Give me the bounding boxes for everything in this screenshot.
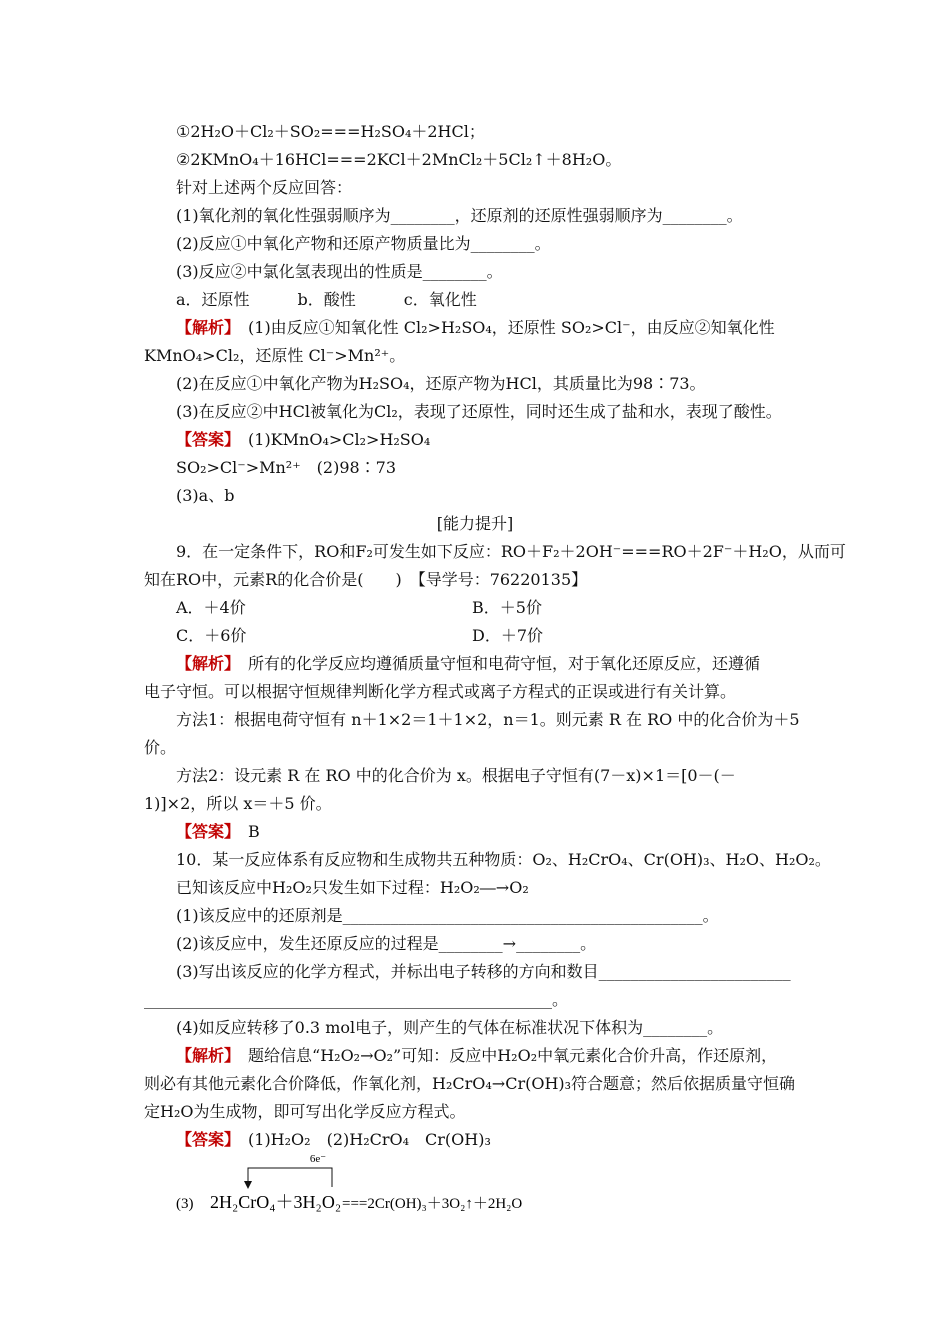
q10-analysis-line-1 bbox=[176, 1046, 777, 1066]
electron-count-label: 6e⁻ bbox=[309, 1153, 327, 1165]
q8-options: a．还原性 b．酸性 c．氧化性 bbox=[176, 290, 477, 309]
q9-analysis-line-2: 电子守恒。可以根据守恒规律判断化学方程式或离子方程式的正误或进行有关计算。 bbox=[144, 682, 737, 701]
answer-3-label: (3) bbox=[176, 1196, 194, 1212]
q8-question-3: (3)反应②中氯化氢表现出的性质是________。 bbox=[176, 262, 503, 281]
q9-analysis-line-1 bbox=[176, 654, 760, 674]
q9-stem-line-1: 9．在一定条件下，RO和F₂可发生如下反应：RO＋F₂＋2OH⁻===RO＋2F⁻＋H₂O，从而可 bbox=[176, 542, 846, 561]
q10-question-3-line-1: (3)写出该反应的化学方程式，并标出电子转移的方向和数目________________________ bbox=[176, 962, 791, 981]
analysis-tag: 【解析】 bbox=[176, 318, 233, 337]
q10-analysis-text: 题给信息“H₂O₂→O₂”可知：反应中H₂O₂中氧元素化合价升高，作还原剂， bbox=[232, 1046, 778, 1065]
q8-answer-line-1 bbox=[176, 430, 430, 450]
q9-option-a: A．＋4价 bbox=[176, 598, 246, 617]
analysis-tag: 【解析】 bbox=[176, 654, 233, 673]
q9-method-2-line-1: 方法2：设元素 R 在 RO 中的化合价为 x。根据电子守恒有(7－x)×1＝[0－(－ bbox=[176, 766, 736, 785]
q9-analysis-text: 所有的化学反应均遵循质量守恒和电荷守恒，对于氧化还原反应，还遵循 bbox=[232, 654, 761, 673]
equation-products: ===2Cr(OH)₃＋3O₂↑＋2H₂O bbox=[342, 1196, 523, 1212]
section-title: [能力提升] bbox=[436, 514, 514, 533]
q9-method-1-line-1: 方法1：根据电荷守恒有 n＋1×2＝1＋1×2，n＝1。则元素 R 在 RO 中的化合价为＋5 bbox=[176, 710, 800, 729]
q8-question-1: (1)氧化剂的氧化性强弱顺序为________，还原剂的还原性强弱顺序为________。 bbox=[176, 206, 743, 225]
q10-analysis-line-2: 则必有其他元素化合价降低，作氧化剂，H₂CrO₄→Cr(OH)₃符合题意；然后依据质量守恒确 bbox=[144, 1074, 796, 1093]
q9-option-c: C．＋6价 bbox=[176, 626, 247, 645]
q8-analysis-text: (1)由反应①知氧化性 Cl₂>H₂SO₄，还原性 SO₂>Cl⁻，由反应②知氧化性 bbox=[232, 318, 775, 337]
q8-analysis-line-2: KMnO₄>Cl₂，还原性 Cl⁻>Mn²⁺。 bbox=[144, 346, 406, 365]
q9-option-b: B．＋5价 bbox=[472, 598, 542, 617]
q8-question-2: (2)反应①中氧化产物和还原产物质量比为________。 bbox=[176, 234, 551, 253]
q9-stem-line-2: 知在RO中，元素R的化合价是( ) 【导学号：76220135】 bbox=[144, 570, 588, 589]
q9-option-d: D．＋7价 bbox=[472, 626, 544, 645]
q10-answer-line-1 bbox=[176, 1130, 491, 1150]
q8-prompt: 针对上述两个反应回答： bbox=[176, 178, 353, 197]
analysis-tag: 【解析】 bbox=[176, 1046, 233, 1065]
q8-analysis-line-3: (2)在反应①中氧化产物为H₂SO₄，还原产物为HCl，其质量比为98∶73。 bbox=[176, 374, 706, 393]
q8-answer-text: (1)KMnO₄>Cl₂>H₂SO₄ bbox=[232, 430, 431, 449]
q9-answer-line bbox=[176, 822, 260, 842]
q8-answer-line-2: SO₂>Cl⁻>Mn²⁺ (2)98∶73 bbox=[176, 458, 397, 477]
q8-equation-1: ①2H₂O＋Cl₂＋SO₂===H₂SO₄＋2HCl； bbox=[176, 122, 485, 141]
q10-stem-line-2: 已知该反应中H₂O₂只发生如下过程：H₂O₂―→O₂ bbox=[176, 878, 529, 897]
q10-stem-line-1: 10．某一反应体系有反应物和生成物共五种物质：O₂、H₂CrO₄、Cr(OH)₃、H₂O、H₂O₂。 bbox=[176, 850, 831, 869]
q10-answer-text: (1)H₂O₂ (2)H₂CrO₄ Cr(OH)₃ bbox=[232, 1130, 491, 1149]
q8-answer-line-3: (3)a、b bbox=[176, 486, 235, 505]
q10-question-3-line-2: ___________________________________________________。 bbox=[144, 990, 569, 1009]
q10-question-1: (1)该反应中的还原剂是_____________________________________________。 bbox=[176, 906, 719, 925]
answer-tag: 【答案】 bbox=[176, 822, 233, 841]
q10-analysis-line-3: 定H₂O为生成物，即可写出化学反应方程式。 bbox=[144, 1102, 466, 1121]
q9-method-1-line-2: 价。 bbox=[144, 738, 177, 757]
equation-reactants: 2H₂CrO₄＋3H₂O₂ bbox=[210, 1192, 342, 1212]
electron-transfer-bracket bbox=[248, 1168, 332, 1187]
electron-transfer-equation bbox=[176, 1148, 536, 1222]
q8-analysis-line-4: (3)在反应②中HCl被氧化为Cl₂，表现了还原性，同时还生成了盐和水，表现了酸性。 bbox=[176, 402, 782, 421]
q8-analysis-line-1 bbox=[176, 318, 775, 338]
q10-question-2: (2)该反应中，发生还原反应的过程是________→________。 bbox=[176, 934, 597, 953]
answer-tag: 【答案】 bbox=[176, 430, 233, 449]
q10-question-4: (4)如反应转移了0.3 mol电子，则产生的气体在标准状况下体积为________。 bbox=[176, 1018, 724, 1037]
q9-answer-text: B bbox=[232, 822, 260, 841]
electron-transfer-arrowhead bbox=[244, 1181, 252, 1189]
q9-method-2-line-2: 1)]×2，所以 x＝＋5 价。 bbox=[144, 794, 332, 813]
answer-tag: 【答案】 bbox=[176, 1130, 233, 1149]
q8-equation-2: ②2KMnO₄＋16HCl===2KCl＋2MnCl₂＋5Cl₂↑＋8H₂O。 bbox=[176, 150, 622, 169]
